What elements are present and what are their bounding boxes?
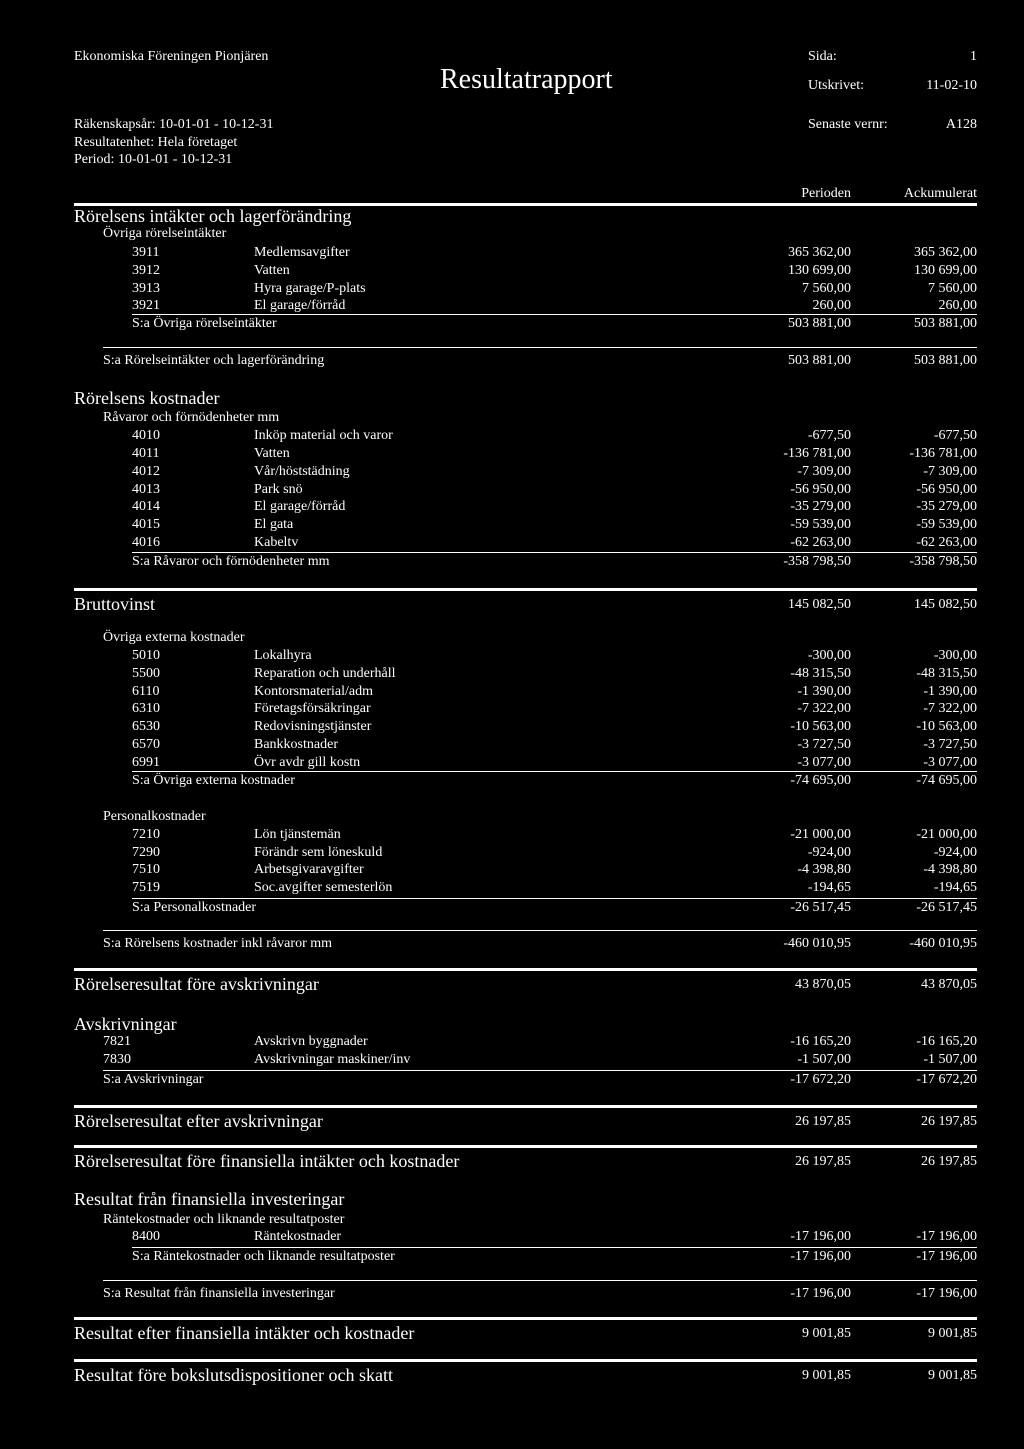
result-label: Rörelseresultat efter avskrivningar xyxy=(74,1111,323,1131)
account-number: 7210 xyxy=(132,827,160,842)
result-label: Resultat före bokslutsdispositioner och skatt xyxy=(74,1365,393,1385)
subtotal-label: S:a Övriga externa kostnader xyxy=(132,773,295,788)
amount-period: -21 000,00 xyxy=(790,827,851,842)
company-name: Ekonomiska Föreningen Pionjären xyxy=(74,49,269,64)
subtotal-period: -17 672,20 xyxy=(790,1072,851,1087)
amount-period: 260,00 xyxy=(812,298,851,313)
amount-accumulated: -1 507,00 xyxy=(923,1052,977,1067)
amount-period: -3 727,50 xyxy=(797,737,851,752)
total-rule xyxy=(103,1280,977,1281)
amount-period: -59 539,00 xyxy=(790,517,851,532)
account-name: El gata xyxy=(254,517,294,532)
account-name: Avskrivningar maskiner/inv xyxy=(254,1052,411,1067)
amount-period: -924,00 xyxy=(807,845,851,860)
result-rule xyxy=(74,1317,977,1320)
account-number: 6991 xyxy=(132,755,160,770)
account-number: 7821 xyxy=(103,1034,131,1049)
result-rule xyxy=(74,1145,977,1148)
account-name: Park snö xyxy=(254,482,303,497)
group-heading: Personalkostnader xyxy=(103,809,206,824)
account-number: 3911 xyxy=(132,245,160,260)
account-name: Vår/höststädning xyxy=(254,464,350,479)
subtotal-rule xyxy=(132,314,977,315)
subtotal-label: S:a Övriga rörelseintäkter xyxy=(132,316,277,331)
result-label: Bruttovinst xyxy=(74,594,156,614)
group-heading: Övriga rörelseintäkter xyxy=(103,226,227,241)
report-title: Resultatrapport xyxy=(440,64,613,95)
amount-accumulated: -56 950,00 xyxy=(916,482,977,497)
amount-accumulated: -300,00 xyxy=(933,648,977,663)
subtotal-rule xyxy=(132,898,977,899)
result-period: 145 082,50 xyxy=(788,597,851,612)
amount-accumulated: 7 560,00 xyxy=(928,281,977,296)
section-heading: Resultat från finansiella investeringar xyxy=(74,1189,345,1209)
account-number: 8400 xyxy=(132,1229,160,1244)
total-accumulated: 503 881,00 xyxy=(914,353,977,368)
amount-accumulated: -194,65 xyxy=(933,880,977,895)
result-period: 9 001,85 xyxy=(802,1326,851,1341)
account-number: 6570 xyxy=(132,737,160,752)
last-vernr-label: Senaste vernr: xyxy=(808,117,888,132)
fiscal-year: Räkenskapsår: 10-01-01 - 10-12-31 xyxy=(74,117,274,132)
amount-accumulated: 365 362,00 xyxy=(914,245,977,260)
result-accumulated: 43 870,05 xyxy=(921,977,977,992)
account-number: 6310 xyxy=(132,701,160,716)
page-label: Sida: xyxy=(808,49,837,64)
amount-accumulated: -16 165,20 xyxy=(916,1034,977,1049)
total-rule xyxy=(103,930,977,931)
amount-period: -7 309,00 xyxy=(797,464,851,479)
printed-label: Utskrivet: xyxy=(808,78,864,93)
account-name: Bankkostnader xyxy=(254,737,338,752)
subtotal-accumulated: -358 798,50 xyxy=(909,554,977,569)
amount-period: -16 165,20 xyxy=(790,1034,851,1049)
subtotal-label: S:a Personalkostnader xyxy=(132,900,257,915)
subtotal-accumulated: 503 881,00 xyxy=(914,316,977,331)
amount-period: -48 315,50 xyxy=(790,666,851,681)
amount-accumulated: -7 309,00 xyxy=(923,464,977,479)
account-number: 3921 xyxy=(132,298,160,313)
group-heading: Råvaror och förnödenheter mm xyxy=(103,410,280,425)
amount-accumulated: -21 000,00 xyxy=(916,827,977,842)
account-name: Redovisningstjänster xyxy=(254,719,372,734)
account-name: El garage/förråd xyxy=(254,298,346,313)
amount-period: -3 077,00 xyxy=(797,755,851,770)
result-label: Rörelseresultat före finansiella intäkter och kostnader xyxy=(74,1151,460,1171)
total-period: -460 010,95 xyxy=(783,936,851,951)
subtotal-period: -26 517,45 xyxy=(790,900,851,915)
subtotal-accumulated: -26 517,45 xyxy=(916,900,977,915)
result-rule xyxy=(74,1359,977,1362)
group-heading: Övriga externa kostnader xyxy=(103,630,245,645)
group-heading: Räntekostnader och liknande resultatposter xyxy=(103,1212,345,1227)
result-accumulated: 26 197,85 xyxy=(921,1154,977,1169)
result-period: 43 870,05 xyxy=(795,977,851,992)
subtotal-period: -74 695,00 xyxy=(790,773,851,788)
subtotal-period: -358 798,50 xyxy=(783,554,851,569)
account-name: Hyra garage/P-plats xyxy=(254,281,366,296)
account-number: 6530 xyxy=(132,719,160,734)
subtotal-rule xyxy=(132,552,977,553)
amount-period: -194,65 xyxy=(807,880,851,895)
account-name: Avskrivn byggnader xyxy=(254,1034,368,1049)
account-name: Räntekostnader xyxy=(254,1229,342,1244)
account-name: Förändr sem löneskuld xyxy=(254,845,383,860)
result-rule xyxy=(74,968,977,971)
result-accumulated: 9 001,85 xyxy=(928,1326,977,1341)
amount-accumulated: 130 699,00 xyxy=(914,263,977,278)
subtotal-rule xyxy=(103,1070,977,1071)
subtotal-rule xyxy=(132,1247,977,1248)
total-label: S:a Rörelseintäkter och lagerförändring xyxy=(103,353,325,368)
account-name: Företagsförsäkringar xyxy=(254,701,371,716)
account-number: 7290 xyxy=(132,845,160,860)
account-name: Vatten xyxy=(254,446,290,461)
result-rule xyxy=(74,1105,977,1108)
subtotal-label: S:a Råvaror och förnödenheter mm xyxy=(132,554,330,569)
column-header-period: Perioden xyxy=(801,186,851,201)
amount-accumulated: -62 263,00 xyxy=(916,535,977,550)
printed-date: 11-02-10 xyxy=(926,78,977,93)
amount-accumulated: -677,50 xyxy=(933,428,977,443)
period: Period: 10-01-01 - 10-12-31 xyxy=(74,152,233,167)
amount-accumulated: -1 390,00 xyxy=(923,684,977,699)
amount-period: 365 362,00 xyxy=(788,245,851,260)
account-number: 6110 xyxy=(132,684,160,699)
amount-period: 130 699,00 xyxy=(788,263,851,278)
section-heading: Avskrivningar xyxy=(74,1014,177,1034)
result-label: Rörelseresultat före avskrivningar xyxy=(74,974,319,994)
section-heading: Rörelsens kostnader xyxy=(74,388,220,408)
account-number: 4013 xyxy=(132,482,160,497)
total-accumulated: -460 010,95 xyxy=(909,936,977,951)
amount-period: 7 560,00 xyxy=(802,281,851,296)
account-name: El garage/förråd xyxy=(254,499,346,514)
account-number: 7510 xyxy=(132,862,160,877)
amount-period: -7 322,00 xyxy=(797,701,851,716)
account-name: Övr avdr gill kostn xyxy=(254,755,361,770)
amount-accumulated: -3 727,50 xyxy=(923,737,977,752)
total-rule xyxy=(103,347,977,348)
account-name: Lön tjänstemän xyxy=(254,827,341,842)
subtotal-accumulated: -17 672,20 xyxy=(916,1072,977,1087)
column-header-accumulated: Ackumulerat xyxy=(903,186,977,201)
total-label: S:a Rörelsens kostnader inkl råvaror mm xyxy=(103,936,333,951)
last-vernr-value: A128 xyxy=(945,117,977,132)
account-name: Inköp material och varor xyxy=(254,428,393,443)
result-accumulated: 145 082,50 xyxy=(914,597,977,612)
account-number: 3913 xyxy=(132,281,160,296)
amount-accumulated: -4 398,80 xyxy=(923,862,977,877)
result-accumulated: 9 001,85 xyxy=(928,1368,977,1383)
subtotal-label: S:a Räntekostnader och liknande resultatposter xyxy=(132,1249,395,1264)
result-label: Resultat efter finansiella intäkter och kostnader xyxy=(74,1323,415,1343)
total-period: 503 881,00 xyxy=(788,353,851,368)
amount-period: -35 279,00 xyxy=(790,499,851,514)
account-name: Lokalhyra xyxy=(254,648,312,663)
amount-accumulated: -136 781,00 xyxy=(909,446,977,461)
account-name: Kabeltv xyxy=(254,535,299,550)
account-number: 3912 xyxy=(132,263,160,278)
account-number: 4010 xyxy=(132,428,160,443)
amount-period: -136 781,00 xyxy=(783,446,851,461)
amount-period: -677,50 xyxy=(807,428,851,443)
page-number: 1 xyxy=(970,49,977,64)
result-unit: Resultatenhet: Hela företaget xyxy=(74,135,238,150)
subtotal-rule xyxy=(132,771,977,772)
result-period: 9 001,85 xyxy=(802,1368,851,1383)
amount-accumulated: -924,00 xyxy=(933,845,977,860)
result-accumulated: 26 197,85 xyxy=(921,1114,977,1129)
amount-period: -17 196,00 xyxy=(790,1229,851,1244)
result-period: 26 197,85 xyxy=(795,1154,851,1169)
total-label: S:a Resultat från finansiella investeringar xyxy=(103,1286,335,1301)
section-heading: Rörelsens intäkter och lagerförändring xyxy=(74,206,352,226)
subtotal-accumulated: -74 695,00 xyxy=(916,773,977,788)
result-period: 26 197,85 xyxy=(795,1114,851,1129)
account-name: Kontorsmaterial/adm xyxy=(254,684,373,699)
account-number: 4015 xyxy=(132,517,160,532)
amount-accumulated: -3 077,00 xyxy=(923,755,977,770)
account-name: Soc.avgifter semesterlön xyxy=(254,880,393,895)
amount-accumulated: -17 196,00 xyxy=(916,1229,977,1244)
amount-period: -300,00 xyxy=(807,648,851,663)
account-number: 5500 xyxy=(132,666,160,681)
account-number: 4011 xyxy=(132,446,160,461)
amount-period: -4 398,80 xyxy=(797,862,851,877)
amount-accumulated: 260,00 xyxy=(938,298,977,313)
account-number: 5010 xyxy=(132,648,160,663)
account-number: 7830 xyxy=(103,1052,131,1067)
amount-accumulated: -7 322,00 xyxy=(923,701,977,716)
total-accumulated: -17 196,00 xyxy=(916,1286,977,1301)
account-number: 4016 xyxy=(132,535,160,550)
amount-period: -1 390,00 xyxy=(797,684,851,699)
amount-accumulated: -59 539,00 xyxy=(916,517,977,532)
subtotal-label: S:a Avskrivningar xyxy=(103,1072,204,1087)
account-name: Vatten xyxy=(254,263,290,278)
account-number: 4012 xyxy=(132,464,160,479)
subtotal-period: -17 196,00 xyxy=(790,1249,851,1264)
amount-accumulated: -35 279,00 xyxy=(916,499,977,514)
subtotal-period: 503 881,00 xyxy=(788,316,851,331)
amount-period: -62 263,00 xyxy=(790,535,851,550)
account-number: 4014 xyxy=(132,499,160,514)
account-name: Medlemsavgifter xyxy=(254,245,350,260)
subtotal-accumulated: -17 196,00 xyxy=(916,1249,977,1264)
amount-period: -10 563,00 xyxy=(790,719,851,734)
account-name: Arbetsgivaravgifter xyxy=(254,862,364,877)
amount-period: -56 950,00 xyxy=(790,482,851,497)
amount-period: -1 507,00 xyxy=(797,1052,851,1067)
amount-accumulated: -10 563,00 xyxy=(916,719,977,734)
total-period: -17 196,00 xyxy=(790,1286,851,1301)
amount-accumulated: -48 315,50 xyxy=(916,666,977,681)
result-rule xyxy=(74,588,977,591)
account-number: 7519 xyxy=(132,880,160,895)
account-name: Reparation och underhåll xyxy=(254,666,396,681)
